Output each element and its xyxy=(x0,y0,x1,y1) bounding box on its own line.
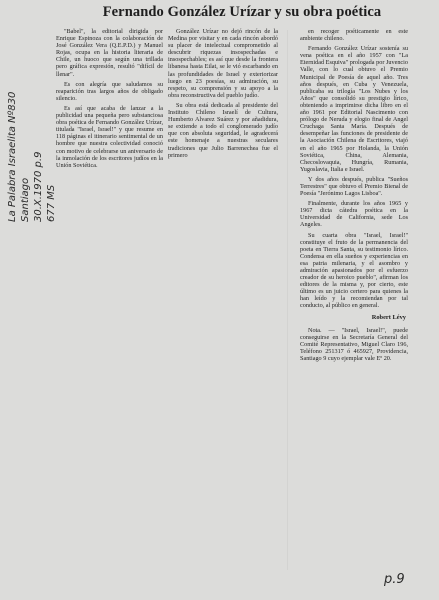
paragraph: Es con alegría que saludamos su reaparición tras largos años de obligado silencio. xyxy=(56,80,163,102)
paragraph: Y dos años después, publica "Sueños Terrestres" que obtuvo el Premio Bienal de Poesía "Jerónimo Lagos Lisboa". xyxy=(300,175,408,198)
paragraph: Su obra está dedicada al presidente del Instituto Chileno Israelí de Cultura, Humberto Alvarez Suárez y por añadidura, se extiende a todo el conglomerado judío que con absoluta seguridad, le agradecerá este homenaje a nuestras seculares tradiciones que Julio Barrenechea fue el primero xyxy=(168,101,278,159)
handwritten-date: 30.X.1970 p.9 xyxy=(33,151,44,222)
paragraph: "Babel", la editorial dirigida por Enrique Espinoza con la colaboración de José González Vera (Q.E.P.D.) y Manuel Rojas, ocupa en la historia literaria de Chile, un huoco que según una trillada pero gráfica expresión, resultó "difícil de llenar". xyxy=(56,28,163,78)
handwritten-city: Santiago xyxy=(20,177,31,222)
article-column-2 xyxy=(168,28,278,162)
article-column-3 xyxy=(300,28,408,365)
author-signature: Robert Lévy xyxy=(371,313,406,321)
handwritten-source: La Palabra Israelita Nº830 xyxy=(7,91,18,222)
paragraph: Fernando González Urízar sostenía su vena poética en el año 1957 con "La Eternidad Esquiva" prologada por Juvencio Valle, con lo cual obtuvo el Premio Municipal de Poesía de aquel año. Tres años después, en Cuba y Venezuela, publicaba su trilogía "Los Nubes y los Años" que consolidó su prestigio lírico, obteniendo a imprimirse dicha libro en el año 1961 por Editorial Nascimento con prólogo de Neruda y elogio final de Angel Cruchaga Santa María. Después de desempeñar las funciones de presidente de la Asociación Chilena de Escritores, viajó en el año 1965 por Holanda, la Unión Soviética, China, Alemania, Checoslovaquia, Hungría, Rumania, Yugoslavia, Italia e Israel. xyxy=(300,45,408,173)
column-divider xyxy=(287,30,288,570)
paragraph: Finalmente, durante los años 1965 y 1967 dicta cátedra poética en la Universidad de California, sede Los Angeles. xyxy=(300,200,408,229)
article-title: Fernando González Urízar y su obra poética xyxy=(102,4,382,20)
handwritten-code: 677 MS xyxy=(46,184,57,222)
handwritten-page-number: p.9 xyxy=(384,572,405,587)
handwritten-annotation xyxy=(6,22,57,222)
paragraph: en recoger poéticamente en este ambiente chileno. xyxy=(300,28,408,43)
note-text: Nota. — "Israel, Israel!", puede conseguirse en la Secretaría General del Comité Representativo, Miguel Claro 196, Teléfono 251317 ó 465927, Providencia, Santiago 9 cuyo ejemplar vale Eº 20. xyxy=(300,326,408,363)
article-column-1 xyxy=(56,28,163,172)
paragraph: Su cuarta obra "Israel, Israel!" constituye el fruto de la permanencia del poeta en Tierra Santa, su testimonio lírico. Condensa en ella sueños y experiencias en esa patria milenaria, y el asombro y admiración apasionados por el esfuerzo creador de su heroico pueblo", afirman los editores de la misma y, por cierto, este último es un juicio certero para quienes la han leído y la recomiendan por tal conducto, al público en general. xyxy=(300,231,408,310)
paragraph: Es así que acaba de lanzar a la publicidad una pequeña pero substanciosa obra poética de Fernando González Urízar, titulada "Israel, Israel!" y que resume en 118 páginas el itinerario sentimental de un hombre que nuestra colectividad conoció con motivo de celebrarse un aniversario de la inmolación de los escritores judíos en la Unión Soviética. xyxy=(56,104,163,169)
article-note xyxy=(300,327,408,362)
paragraph: González Urízar no dejó rincón de la Medina por visitar y en cada rincón abordó su placer de intelectual comprometido al descubrir riquezas insospechadas e insospechables; es así que desde la frontera libanesa hasta Eilat, se le vió escarbando en las profundidades de Israel y exteriorizar luego en 23 poesías, su admiración, su respeto, su comprensión y su apoyo a la obra reconstructiva del pueblo judío. xyxy=(168,28,278,99)
